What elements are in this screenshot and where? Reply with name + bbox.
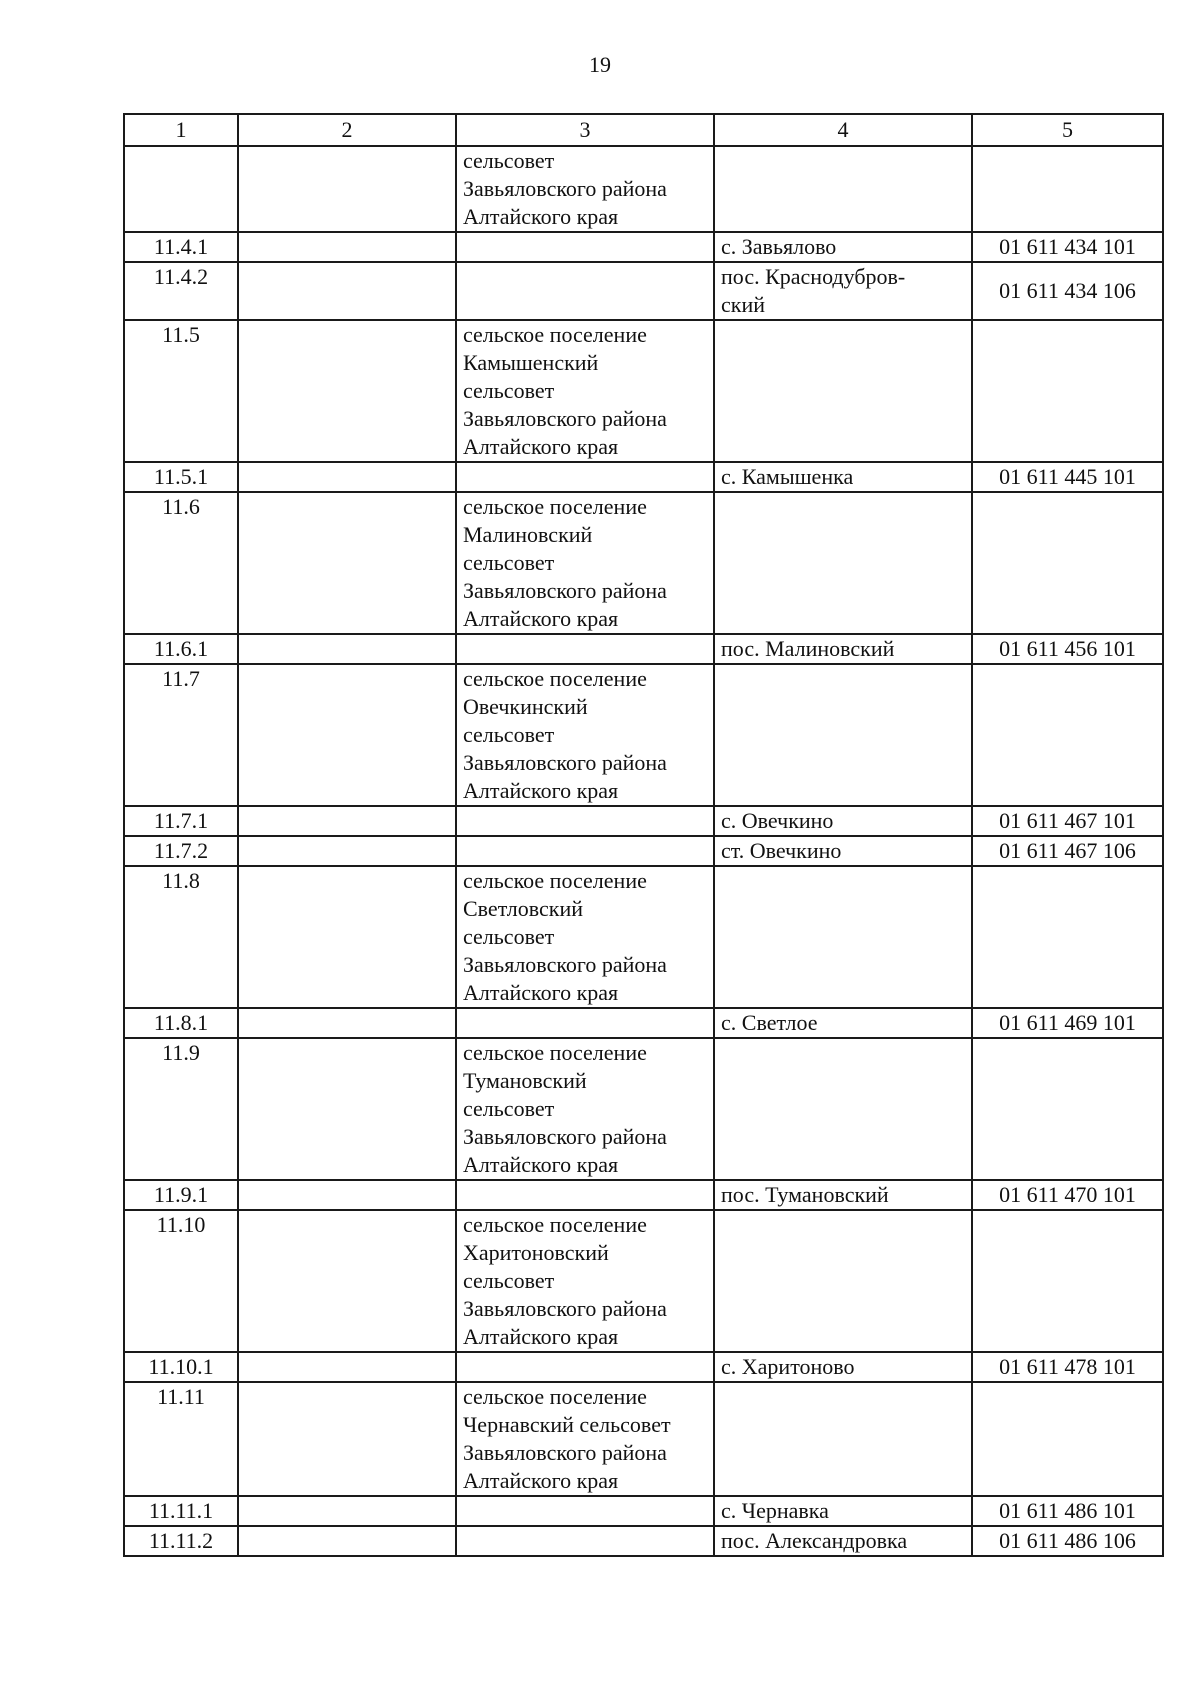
table-row (124, 1496, 1163, 1526)
cell-locality: пос. Александровка (714, 1526, 972, 1556)
cell-settlement-name (456, 1008, 714, 1038)
cell-col-2 (238, 320, 456, 462)
cell-okato-code: 01 611 434 101 (972, 232, 1163, 262)
table-row (124, 320, 1163, 462)
cell-settlement-name: сельское поселение Малиновский сельсовет Завьяловского района Алтайского края (456, 492, 714, 634)
cell-locality (714, 866, 972, 1008)
cell-locality: пос. Тумановский (714, 1180, 972, 1210)
cell-col-2 (238, 1180, 456, 1210)
cell-locality: с. Харитоново (714, 1352, 972, 1382)
cell-number: 11.11.1 (124, 1496, 238, 1526)
cell-number: 11.10 (124, 1210, 238, 1352)
cell-settlement-name (456, 836, 714, 866)
table-row (124, 262, 1163, 320)
cell-locality: пос. Малиновский (714, 634, 972, 664)
cell-number: 11.7.1 (124, 806, 238, 836)
table-header (124, 114, 1163, 146)
cell-locality: с. Светлое (714, 1008, 972, 1038)
table-row (124, 806, 1163, 836)
cell-settlement-name (456, 232, 714, 262)
cell-settlement-name: сельское поселение Светловский сельсовет Завьяловского района Алтайского края (456, 866, 714, 1008)
cell-col-2 (238, 664, 456, 806)
cell-col-2 (238, 1008, 456, 1038)
header-col-2: 2 (238, 114, 456, 146)
table-body (124, 146, 1163, 1556)
cell-locality (714, 320, 972, 462)
header-col-5: 5 (972, 114, 1163, 146)
cell-col-2 (238, 806, 456, 836)
cell-locality: пос. Краснодубров- ский (714, 262, 972, 320)
cell-settlement-name (456, 634, 714, 664)
cell-col-2 (238, 262, 456, 320)
cell-number: 11.8 (124, 866, 238, 1008)
cell-locality: ст. Овечкино (714, 836, 972, 866)
cell-number: 11.7.2 (124, 836, 238, 866)
cell-locality: с. Чернавка (714, 1496, 972, 1526)
cell-okato-code (972, 664, 1163, 806)
cell-number: 11.7 (124, 664, 238, 806)
cell-col-2 (238, 492, 456, 634)
cell-number: 11.5 (124, 320, 238, 462)
header-row (124, 114, 1163, 146)
cell-number: 11.6 (124, 492, 238, 634)
cell-number: 11.8.1 (124, 1008, 238, 1038)
cell-okato-code: 01 611 486 106 (972, 1526, 1163, 1556)
cell-locality (714, 1210, 972, 1352)
cell-okato-code (972, 1038, 1163, 1180)
cell-col-2 (238, 1210, 456, 1352)
table-row (124, 1008, 1163, 1038)
cell-settlement-name: сельское поселение Тумановский сельсовет Завьяловского района Алтайского края (456, 1038, 714, 1180)
cell-locality: с. Завьялово (714, 232, 972, 262)
cell-number: 11.10.1 (124, 1352, 238, 1382)
cell-settlement-name: сельское поселение Чернавский сельсовет Завьяловского района Алтайского края (456, 1382, 714, 1496)
cell-locality (714, 492, 972, 634)
cell-number: 11.4.2 (124, 262, 238, 320)
cell-settlement-name: сельское поселение Овечкинский сельсовет Завьяловского района Алтайского края (456, 664, 714, 806)
table-row (124, 462, 1163, 492)
cell-okato-code (972, 866, 1163, 1008)
cell-okato-code (972, 1382, 1163, 1496)
cell-settlement-name: сельское поселение Камышенский сельсовет Завьяловского района Алтайского края (456, 320, 714, 462)
cell-settlement-name (456, 806, 714, 836)
cell-settlement-name (456, 262, 714, 320)
cell-okato-code: 01 611 469 101 (972, 1008, 1163, 1038)
cell-locality: с. Овечкино (714, 806, 972, 836)
cell-number: 11.9 (124, 1038, 238, 1180)
cell-settlement-name (456, 462, 714, 492)
table-row (124, 836, 1163, 866)
header-col-4: 4 (714, 114, 972, 146)
cell-okato-code: 01 611 434 106 (972, 262, 1163, 320)
table-row (124, 1352, 1163, 1382)
table-row (124, 664, 1163, 806)
table-row (124, 1526, 1163, 1556)
cell-number: 11.5.1 (124, 462, 238, 492)
cell-number: 11.4.1 (124, 232, 238, 262)
cell-locality: с. Камышенка (714, 462, 972, 492)
cell-col-2 (238, 836, 456, 866)
header-col-3: 3 (456, 114, 714, 146)
cell-col-2 (238, 1496, 456, 1526)
cell-number (124, 146, 238, 232)
cell-okato-code: 01 611 467 106 (972, 836, 1163, 866)
cell-col-2 (238, 1038, 456, 1180)
cell-number: 11.11 (124, 1382, 238, 1496)
cell-col-2 (238, 232, 456, 262)
cell-okato-code: 01 611 486 101 (972, 1496, 1163, 1526)
cell-okato-code: 01 611 467 101 (972, 806, 1163, 836)
cell-okato-code: 01 611 470 101 (972, 1180, 1163, 1210)
cell-locality (714, 664, 972, 806)
table-row (124, 146, 1163, 232)
cell-col-2 (238, 866, 456, 1008)
cell-col-2 (238, 1526, 456, 1556)
table-row (124, 232, 1163, 262)
cell-locality (714, 1038, 972, 1180)
cell-settlement-name (456, 1352, 714, 1382)
cell-col-2 (238, 1352, 456, 1382)
table-row (124, 866, 1163, 1008)
cell-locality (714, 1382, 972, 1496)
cell-okato-code (972, 492, 1163, 634)
cell-okato-code: 01 611 445 101 (972, 462, 1163, 492)
cell-okato-code (972, 146, 1163, 232)
table-row (124, 634, 1163, 664)
cell-col-2 (238, 146, 456, 232)
cell-number: 11.6.1 (124, 634, 238, 664)
cell-col-2 (238, 1382, 456, 1496)
cell-number: 11.11.2 (124, 1526, 238, 1556)
cell-settlement-name (456, 1180, 714, 1210)
table-row (124, 492, 1163, 634)
header-col-1: 1 (124, 114, 238, 146)
cell-okato-code (972, 320, 1163, 462)
cell-col-2 (238, 462, 456, 492)
table-row (124, 1038, 1163, 1180)
table-row (124, 1180, 1163, 1210)
cell-settlement-name: сельсовет Завьяловского района Алтайского края (456, 146, 714, 232)
cell-settlement-name: сельское поселение Харитоновский сельсовет Завьяловского района Алтайского края (456, 1210, 714, 1352)
cell-okato-code: 01 611 478 101 (972, 1352, 1163, 1382)
table-row (124, 1382, 1163, 1496)
cell-okato-code (972, 1210, 1163, 1352)
cell-col-2 (238, 634, 456, 664)
cell-number: 11.9.1 (124, 1180, 238, 1210)
table-row (124, 1210, 1163, 1352)
cell-settlement-name (456, 1496, 714, 1526)
page-number: 19 (589, 52, 611, 77)
cell-settlement-name (456, 1526, 714, 1556)
cell-okato-code: 01 611 456 101 (972, 634, 1163, 664)
cell-locality (714, 146, 972, 232)
okato-table (123, 113, 1164, 1557)
